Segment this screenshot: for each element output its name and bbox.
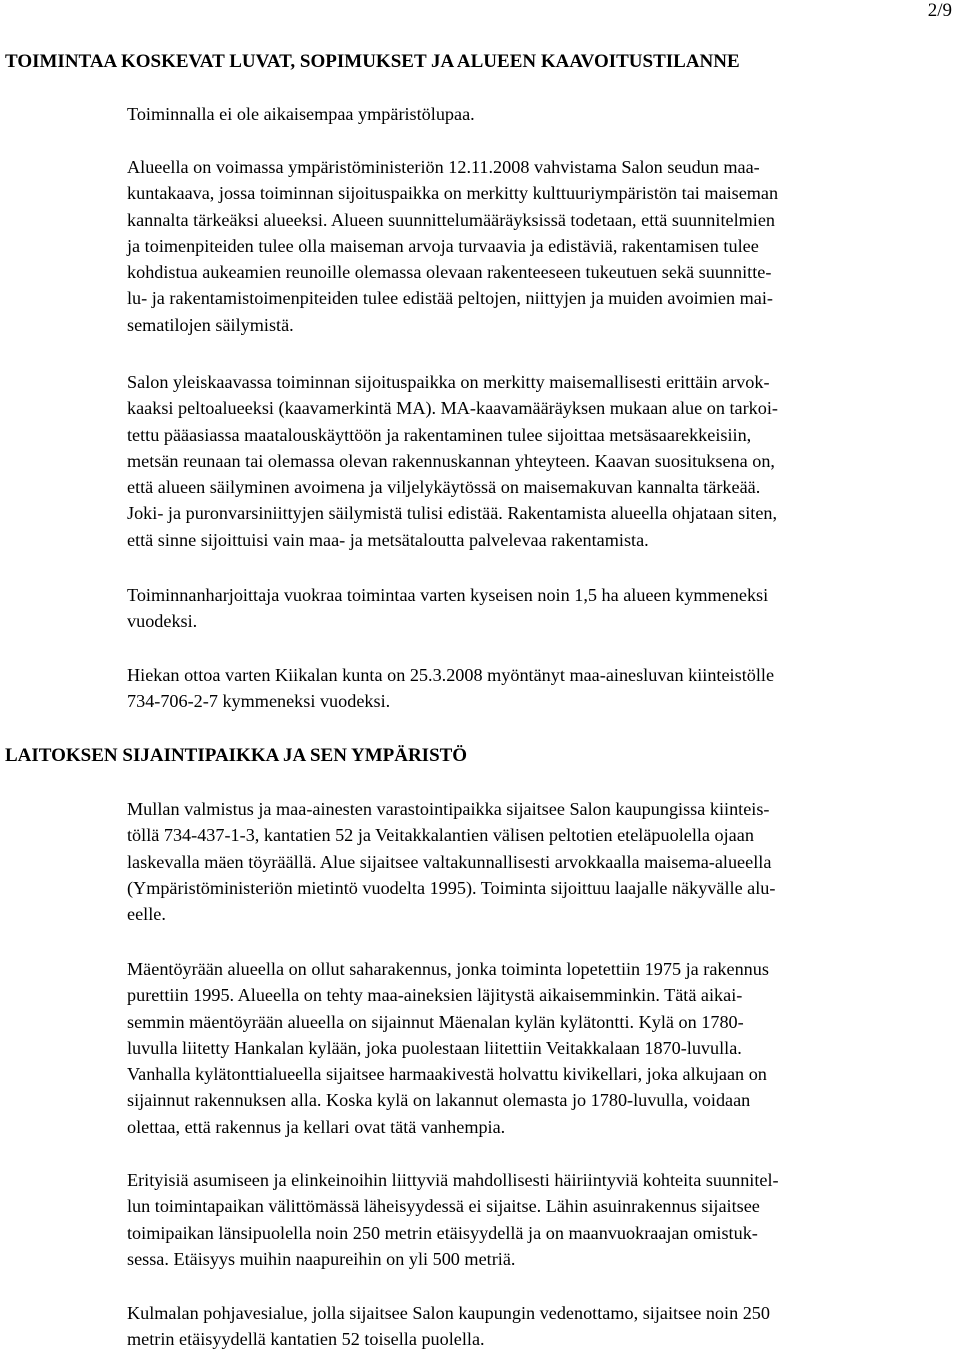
section-heading-location: LAITOKSEN SIJAINTIPAIKKA JA SEN YMPÄRISTÖ [5, 745, 468, 766]
text-line: sijainnut rakennuksen alla. Koska kylä on lakannut olemasta jo 1780-luvulla, voidaan [127, 1090, 751, 1111]
text-line: lu- ja rakentamistoimenpiteiden tulee edistää peltojen, niittyjen ja muiden avoimien mai- [127, 288, 773, 309]
paragraph-master-plan [127, 369, 947, 553]
text-line: metsän reunaan tai olemassa olevan rakennuskannan yhteyteen. Kaavan suosituksena on, [127, 450, 775, 471]
text-line: Joki- ja puronvarsiniittyjen säilymistä tulisi edistää. Rakentamista alueella ohjataan siten, [127, 503, 778, 524]
text-line: kuntakaava, jossa toiminnan sijoituspaikka on merkitty kulttuuriympäristön tai maiseman [127, 183, 779, 204]
text-line: kannalta tärkeäksi alueeksi. Alueen suunnittelumääräyksissä todetaan, että suunnitelmien [127, 209, 775, 230]
text-line: semmin mäentöyrään alueella on sijainnut Mäenalan kylän kylätontti. Kylä on 1780- [127, 1011, 744, 1032]
text-line: Erityisiä asumiseen ja elinkeinoihin liittyviä mahdollisesti häiriintyviä kohteita suunnitel- [127, 1170, 779, 1190]
text-line: laskevalla mäen töyräällä. Alue sijaitsee valtakunnallisesti arvokkaalla maisema-alueella [127, 851, 772, 872]
text-line: töllä 734-437-1-3, kantatien 52 ja Veitakkalantien välisen peltotien eteläpuolella ojaan [127, 825, 754, 846]
paragraph-sand-permit [127, 662, 947, 715]
text-line: (Ympäristöministeriön mietintö vuodelta 1995). Toiminta sijoittuu laajalle näkyvälle alu- [127, 877, 776, 898]
text-line: metrin etäisyydellä kantatien 52 toisella puolella. [127, 1329, 485, 1350]
text-line: olettaa, että rakennus ja kellari ovat tätä vanhempia. [127, 1116, 506, 1137]
text-line: vuodeksi. [127, 611, 198, 632]
text-line: ja toimenpiteiden tulee olla maiseman arvoja turvaavia ja edistäviä, rakentamisen tulee [127, 235, 759, 256]
paragraph-groundwater [127, 1300, 947, 1353]
text-line: kohdistua aukeamien reunoille olemassa olevaan rakenteeseen tukeutuen sekä suunnitte- [127, 262, 772, 283]
text-line: lun toimintapaikan välittömässä läheisyydessä ei sijaitse. Lähin asuinrakennus sijaitsee [127, 1196, 760, 1217]
text-line: Mullan valmistus ja maa-ainesten varastointipaikka sijaitsee Salon kaupungissa kiinteis- [127, 799, 770, 819]
text-line: Hiekan ottoa varten Kiikalan kunta on 25.3.2008 myöntänyt maa-ainesluvan kiinteistölle [127, 665, 775, 685]
text-line: että alueen säilyminen avoimena ja viljelykäytössä on maisemakuvan kannalta tärkeää. [127, 477, 761, 498]
text-line: Mäentöyrään alueella on ollut saharakennus, jonka toiminta lopetettiin 1975 ja rakennus [127, 959, 769, 979]
text-line: että sinne sijoittuisi vain maa- ja metsätaloutta palvelevaa rakentamista. [127, 529, 649, 550]
text-line: Salon yleiskaavassa toiminnan sijoituspaikka on merkitty maisemallisesti erittäin arvok- [127, 372, 770, 392]
text-line: sematilojen säilymistä. [127, 314, 294, 335]
paragraph-lease [127, 582, 947, 635]
paragraph-regional-plan [127, 154, 947, 338]
text-line: toimipaikan länsipuolella noin 250 metrin etäisyydellä ja on maanvuokraajan omistuk- [127, 1222, 758, 1243]
text-line: sessa. Etäisyys muihin naapureihin on yli 500 metriä. [127, 1248, 516, 1269]
text-line: luvulla liitetty Hankalan kylään, joka puolestaan liitettiin Veitakkalaan 1870-luvulla. [127, 1037, 742, 1058]
text-line: kaaksi peltoalueeksi (kaavamerkintä MA). MA-kaavamääräyksen mukaan alue on tarkoi- [127, 398, 778, 419]
section-heading-permits: TOIMINTAA KOSKEVAT LUVAT, SOPIMUKSET JA ALUEEN KAAVOITUSTILANNE [5, 51, 740, 72]
text-line: tettu pääasiassa maatalouskäyttöön ja rakentaminen tulee sijoittaa metsäsaarekkeisiin, [127, 424, 752, 445]
text-line: Alueella on voimassa ympäristöministeriön 12.11.2008 vahvistama Salon seudun maa- [127, 157, 760, 177]
text-line: Vanhalla kylätonttialueella sijaitsee harmaakivestä holvattu kivikellari, joka alkujaan on [127, 1064, 767, 1085]
page-number: 2/9 [927, 0, 952, 21]
paragraph-no-previous-permit [127, 101, 947, 127]
paragraph-neighbors [127, 1167, 947, 1272]
text-line: Toiminnalla ei ole aikaisempaa ympäristölupaa. [127, 104, 475, 124]
text-line: Toiminnanharjoittaja vuokraa toimintaa varten kyseisen noin 1,5 ha alueen kymmeneksi [127, 585, 769, 605]
paragraph-site-history [127, 956, 947, 1140]
paragraph-site-description [127, 796, 947, 927]
text-line: 734-706-2-7 kymmeneksi vuodeksi. [127, 691, 391, 712]
text-line: eelle. [127, 904, 166, 925]
text-line: purettiin 1995. Alueella on tehty maa-aineksien läjitystä aikaisemminkin. Tätä aikai- [127, 985, 743, 1006]
text-line: Kulmalan pohjavesialue, jolla sijaitsee Salon kaupungin vedenottamo, sijaitsee noin 250 [127, 1303, 770, 1323]
